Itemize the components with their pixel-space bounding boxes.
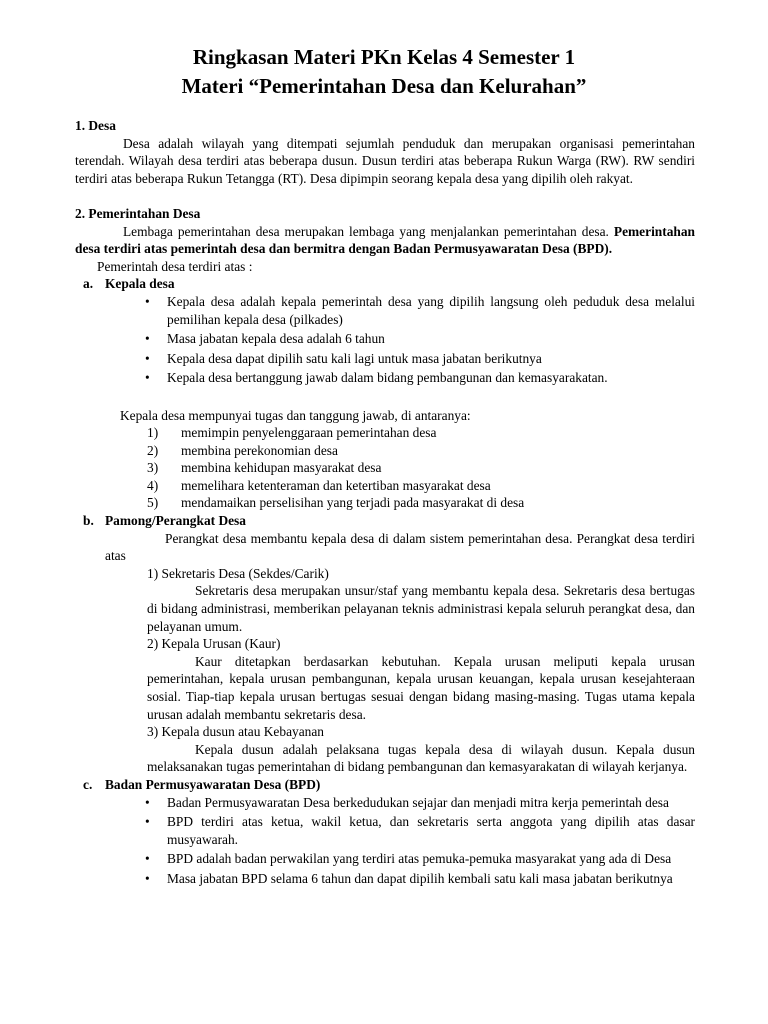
subsection-a-title: Kepala desa: [105, 276, 175, 292]
duty-number: 3): [147, 460, 159, 476]
subsection-b-title: Pamong/Perangkat Desa: [105, 513, 246, 529]
section-2-paragraph-bold: Pemerintahan desa terdiri atas pemerintah desa dan bermitra dengan Badan Permusyawaratan Desa (BPD).: [75, 223, 695, 257]
title-block: [0, 43, 768, 101]
subsection-a-heading: [75, 275, 695, 293]
subsection-b-heading: [75, 512, 695, 530]
duty-text: memelihara ketenteraman dan ketertiban masyarakat desa: [181, 477, 491, 493]
duties-numbered-list: [75, 424, 695, 512]
list-item: [147, 442, 695, 460]
list-item: [147, 424, 695, 442]
subsection-c-heading: [75, 776, 695, 794]
duty-text: memimpin penyelenggaraan pemerintahan desa: [181, 425, 437, 441]
list-item: • Kepala desa adalah kepala pemerintah desa yang dipilih langsung oleh peduduk desa melalui pemilihan kepala desa (pilkades): [167, 293, 695, 328]
kepala-desa-bullet-list: [75, 293, 695, 387]
subsection-b-letter: b.: [83, 513, 94, 529]
perangkat-item-3-title: 3) Kepala dusun atau Kebayanan: [147, 724, 324, 740]
subsection-c-letter: c.: [83, 776, 93, 792]
title-line-1: Ringkasan Materi PKn Kelas 4 Semester 1: [192, 45, 576, 69]
list-item: • Masa jabatan kepala desa adalah 6 tahun: [167, 330, 695, 348]
list-item: • BPD adalah badan perwakilan yang terdiri atas pemuka-pemuka masyarakat yang ada di Desa: [167, 850, 695, 868]
subsection-c-title: Badan Permusyawaratan Desa (BPD): [105, 776, 321, 792]
perangkat-item-1-title: 1) Sekretaris Desa (Sekdes/Carik): [147, 565, 329, 581]
list-item: • Masa jabatan BPD selama 6 tahun dan dapat dipilih kembali satu kali masa jabatan berikutnya: [167, 870, 695, 888]
subsection-a-letter: a.: [83, 276, 94, 292]
duty-text: membina kehidupan masyarakat desa: [181, 460, 382, 476]
perangkat-item-2-title: 2) Kepala Urusan (Kaur): [147, 636, 281, 652]
duty-number: 1): [147, 425, 159, 441]
title-line-2: Materi “Pemerintahan Desa dan Kelurahan”: [181, 74, 587, 98]
section-2-heading: 2. Pemerintahan Desa: [75, 205, 201, 221]
list-item: [147, 459, 695, 477]
perangkat-item-1-text: Sekretaris desa merupakan unsur/staf yang membantu kepala desa. Sekretaris desa bertugas di bidang administrasi, memberikan pelayanan teknis administrasi kepala seluruh perangkat desa, dan pelayanan umum.: [147, 583, 695, 634]
list-item: • BPD terdiri atas ketua, wakil ketua, dan sekretaris serta anggota yang dipilih atas dasar musyawarah.: [167, 813, 695, 848]
duty-text: membina perekonomian desa: [181, 442, 338, 458]
section-2-paragraph: [75, 223, 695, 258]
section-1-paragraph: Desa adalah wilayah yang ditempati sejumlah penduduk dan merupakan organisasi pemerintahan terendah. Wilayah desa terdiri atas beberapa dusun. Dusun terdiri atas beberapa Rukun Warga (RW). RW sendiri terdiri atas beberapa Rukun Tetangga (RT). Desa dipimpin seorang kepala desa yang dipilih oleh rakyat.: [75, 135, 695, 186]
section-2-intro: Pemerintah desa terdiri atas :: [97, 258, 253, 274]
duties-intro: Kepala desa mempunyai tugas dan tanggung jawab, di antaranya:: [120, 407, 471, 423]
section-2-paragraph-normal: Lembaga pemerintahan desa merupakan lembaga yang menjalankan pemerintahan desa.: [123, 223, 609, 239]
perangkat-item-2-text: Kaur ditetapkan berdasarkan kebutuhan. Kepala urusan meliputi kepala urusan pemerintahan, kepala urusan pembangunan, kepala urusan keuangan, kepala urusan kesejahteraan sosial. Tiap-tiap kepala urusan bertugas sesuai dengan bidang masing-masing. Tugas utama kepala urusan adalah membantu sekretaris desa.: [147, 653, 695, 722]
list-item: [147, 477, 695, 495]
list-item: • Kepala desa dapat dipilih satu kali lagi untuk masa jabatan berikutnya: [167, 350, 695, 368]
subsection-b-intro: Perangkat desa membantu kepala desa di dalam sistem pemerintahan desa. Perangkat desa terdiri atas: [105, 530, 695, 564]
perangkat-item-3-text: Kepala dusun adalah pelaksana tugas kepala desa di wilayah dusun. Kepala dusun melaksanakan tugas pemerintahan di bidang pembangunan dan kemasyarakatan di wilayah kerjanya.: [147, 741, 695, 775]
list-item: [147, 494, 695, 512]
section-1-heading: 1. Desa: [75, 118, 116, 133]
duty-number: 5): [147, 495, 159, 511]
document-body: [75, 117, 695, 890]
list-item: • Kepala desa bertanggung jawab dalam bidang pembangunan dan kemasyarakatan.: [167, 369, 695, 387]
duty-number: 2): [147, 442, 159, 458]
duty-number: 4): [147, 477, 159, 493]
duty-text: mendamaikan perselisihan yang terjadi pada masyarakat di desa: [181, 495, 525, 511]
bpd-bullet-list: [75, 794, 695, 888]
list-item: • Badan Permusyawaratan Desa berkedudukan sejajar dan menjadi mitra kerja pemerintah desa: [167, 794, 695, 812]
